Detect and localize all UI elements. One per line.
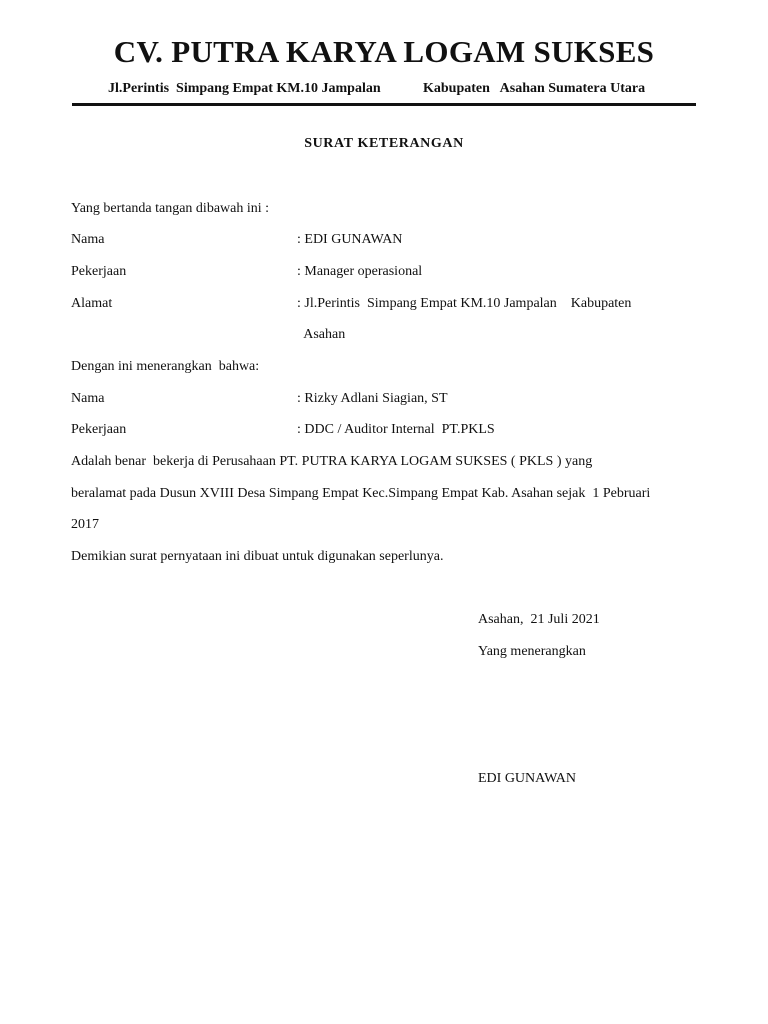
letterhead-divider <box>72 103 696 106</box>
signer-job-value: : Manager operasional <box>297 264 423 279</box>
signature-role: Yang menerangkan <box>478 644 586 659</box>
body-line: beralamat pada Dusun XVIII Desa Simpang Empat Kec.Simpang Empat Kab. Asahan sejak 1 Pebruari <box>71 486 651 501</box>
subject-name-value: : Rizky Adlani Siagian, ST <box>297 391 448 406</box>
company-address-street: Jl.Perintis Simpang Empat KM.10 Jampalan <box>108 81 381 96</box>
signer-name-label: Nama <box>71 232 105 247</box>
body-line: 2017 <box>71 517 99 532</box>
company-address-region: Kabupaten Asahan Sumatera Utara <box>423 81 646 96</box>
subject-name-label: Nama <box>71 391 105 406</box>
company-name: CV. PUTRA KARYA LOGAM SUKSES <box>113 34 655 69</box>
signer-job-label: Pekerjaan <box>71 264 127 279</box>
closing-text: Demikian surat pernyataan ini dibuat untuk digunakan seperlunya. <box>71 549 444 564</box>
signer-address-label: Alamat <box>71 296 113 311</box>
subject-job-value: : DDC / Auditor Internal PT.PKLS <box>297 422 495 437</box>
signer-address-value-continued: Asahan <box>297 327 346 342</box>
subject-job-label: Pekerjaan <box>71 422 127 437</box>
document-title: SURAT KETERANGAN <box>304 136 464 151</box>
body-line: Adalah benar bekerja di Perusahaan PT. PUTRA KARYA LOGAM SUKSES ( PKLS ) yang <box>71 454 593 469</box>
declaration-text: Dengan ini menerangkan bahwa: <box>71 359 260 374</box>
intro-text: Yang bertanda tangan dibawah ini : <box>71 201 270 216</box>
signer-name-value: : EDI GUNAWAN <box>297 232 403 247</box>
place-date: Asahan, 21 Juli 2021 <box>478 612 600 627</box>
signatory-name: EDI GUNAWAN <box>478 771 577 786</box>
signer-address-value: : Jl.Perintis Simpang Empat KM.10 Jampalan Kabupaten <box>297 296 632 311</box>
